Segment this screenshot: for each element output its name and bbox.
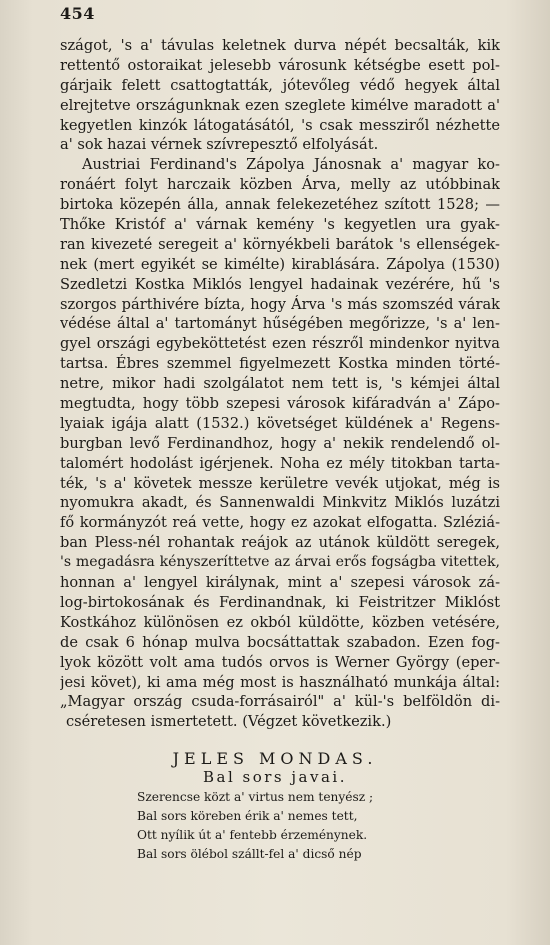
text-line-12: nek (mert egyikét se kimélte) kirablására. Zápolya (1530) (60, 255, 500, 273)
page-number: 454 (60, 4, 95, 23)
text-line-35: cséretesen ismertetett. (Végzet következik.) (66, 713, 392, 731)
text-line-21: burgban levő Ferdinandhoz, hogy a' nekik rendelendő ol- (60, 434, 500, 452)
text-line-9: birtoka közepén álla, annak felekezetéhez szított 1528; — (60, 196, 500, 214)
text-line-27: 's megadásra kényszeríttetve az árvai erős fogságba vitettek, (60, 554, 500, 571)
text-line-20: lyaiak igája alatt (1532.) követséget küldének a' Regens- (60, 414, 500, 432)
text-line-7: Austriai Ferdinand's Zápolya Jánosnak a' magyar ko- (82, 156, 500, 174)
text-line-5: kegyetlen kinzók látogatásától, 's csak messziről nézhette (60, 116, 500, 134)
text-line-33: jesi követ), ki ama még most is használható munkája által: (60, 673, 500, 691)
body-text (60, 36, 500, 732)
text-line-13: Szedletzi Kostka Miklós lengyel hadainak vezérére, hű 's (60, 275, 500, 293)
motto-title: JELES MONDAS. (172, 749, 378, 768)
text-line-24: nyomukra akadt, és Sannenwaldi Minkvitz Miklós luzátzi (60, 494, 500, 512)
text-line-32: lyok között volt ama tudós orvos is Werner György (eper- (60, 653, 500, 671)
text-line-23: ték, 's a' követek messze kerületre vevék utjokat, még is (60, 474, 500, 492)
poem-line-3: Ott nyílik út a' fentebb érzeménynek. (137, 828, 368, 842)
text-line-31: de csak 6 hónap mulva bocsáttattak szabadon. Ezen fog- (60, 633, 500, 651)
text-line-28: honnan a' lengyel királynak, mint a' szepesi városok zá- (60, 574, 500, 592)
poem-line-2: Bal sors köreben érik a' nemes tett, (137, 809, 358, 823)
text-line-4: elrejtetve országunknak ezen szeglete kimélve maradott a' (60, 96, 500, 114)
motto-poem (137, 788, 373, 864)
text-line-15: védése által a' tartományt hűségében megőrizze, 's a' len- (60, 315, 500, 333)
text-line-10: Thőke Kristóf a' várnak kemény 's kegyetlen ura gyak- (60, 216, 500, 234)
motto-subtitle: Bal sors javai. (203, 768, 347, 786)
text-line-18: netre, mikor hadi szolgálatot nem tett is, 's kémjei által (60, 375, 500, 393)
text-line-16: gyel országi egybeköttetést ezen részről mindenkor nyitva (60, 335, 500, 353)
text-line-2: rettentő ostoraikat jelesebb városunk kétségbe esett pol- (60, 56, 500, 74)
text-line-17: tartsa. Ébres szemmel figyelmezett Kostka minden törté- (60, 355, 500, 373)
text-line-6: a' sok hazai vérnek szívrepesztő elfolyását. (60, 136, 379, 154)
text-line-34: „Magyar ország csuda-forrásairól" a' kül-'s belföldön di- (60, 693, 500, 711)
poem-line-1: Szerencse közt a' virtus nem tenyész ; (137, 790, 374, 804)
text-line-19: megtudta, hogy több szepesi városok kifáradván a' Zápo- (60, 395, 500, 413)
text-line-29: log-birtokosának és Ferdinandnak, ki Feistritzer Miklóst (60, 593, 500, 611)
text-line-25: fő kormányzót reá vette, hogy ez azokat elfogatta. Szléziá- (60, 514, 500, 532)
text-line-1: szágot, 's a' távulas keletnek durva népét becsalták, kik (60, 37, 500, 54)
text-line-22: talomért hodolást igérjenek. Noha ez mély titokban tarta- (60, 454, 500, 472)
text-line-11: ran kivezeté seregeit a' környékbeli barátok 's ellenségek- (60, 235, 500, 253)
poem-line-4: Bal sors ölébol szállt-fel a' dicső nép (137, 847, 362, 861)
text-line-14: szorgos párthivére bízta, hogy Árva 's más szomszéd várak (60, 295, 500, 313)
text-line-3: gárjaik felett csattogtatták, jótevőleg védő hegyek által (60, 76, 500, 94)
text-line-8: ronáért folyt harczaik közben Árva, melly az utóbbinak (60, 176, 500, 194)
text-line-26: ban Pless-nél rohantak reájok az utánok küldött seregek, (60, 534, 500, 552)
text-line-30: Kostkához különösen ez okból küldötte, közben vetésére, (60, 613, 500, 631)
